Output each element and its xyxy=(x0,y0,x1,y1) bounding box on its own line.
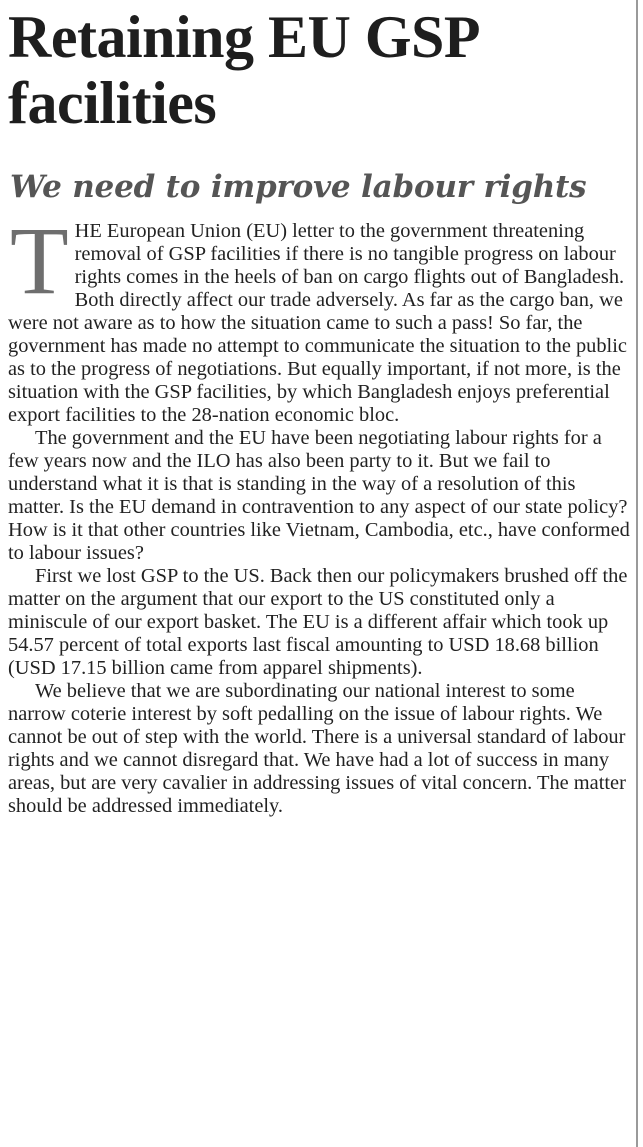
headline: Retaining EU GSP facilities xyxy=(8,4,477,136)
paragraph-4: We believe that we are subordinating our national interest to some narrow coterie interest by soft pedalling on the issue of labour rights. We cannot be out of step with the world. There is a universal standard of labour rights and we cannot disregard that. We have had a lot of success in many areas, but are very cavalier in addressing issues of vital concern. The matter should be addressed immediately. xyxy=(8,680,626,817)
paragraph-1-text: HE European Union (EU) letter to the government threatening removal of GSP facilities if there is no tangible progress on labour rights comes in the heels of ban on cargo flights out of Bangladesh. Both directly affect our trade adversely. As far as the cargo ban, we were not aware as to how the situation came to such a pass! So far, the government has made no attempt to communicate the situation to the public as to the progress of negotiations. But equally important, if not more, is the situation with the GSP facilities, by which Bangladesh enjoys preferential export facilities to the 28-nation economic bloc. xyxy=(8,220,627,426)
paragraph-1 xyxy=(8,207,632,427)
drop-cap: T xyxy=(10,207,69,314)
article-body xyxy=(8,207,632,818)
subheadline: We need to improve labour rights xyxy=(10,169,587,205)
paragraph-3: First we lost GSP to the US. Back then our policymakers brushed off the matter on the argument that our export to the US constituted only a miniscule of our export basket. The EU is a different affair which took up 54.57 percent of total exports last fiscal amounting to USD 18.68 billion (USD 17.15 billion came from apparel shipments). xyxy=(8,565,628,679)
column-rule xyxy=(636,0,638,1147)
paragraph-2: The government and the EU have been negotiating labour rights for a few years now and the ILO has also been party to it. But we fail to understand what it is that is standing in the way of a resolution of this matter. Is the EU demand in contravention to any aspect of our state policy? How is it that other countries like Vietnam, Cambodia, etc., have conformed to labour issues? xyxy=(8,427,630,564)
